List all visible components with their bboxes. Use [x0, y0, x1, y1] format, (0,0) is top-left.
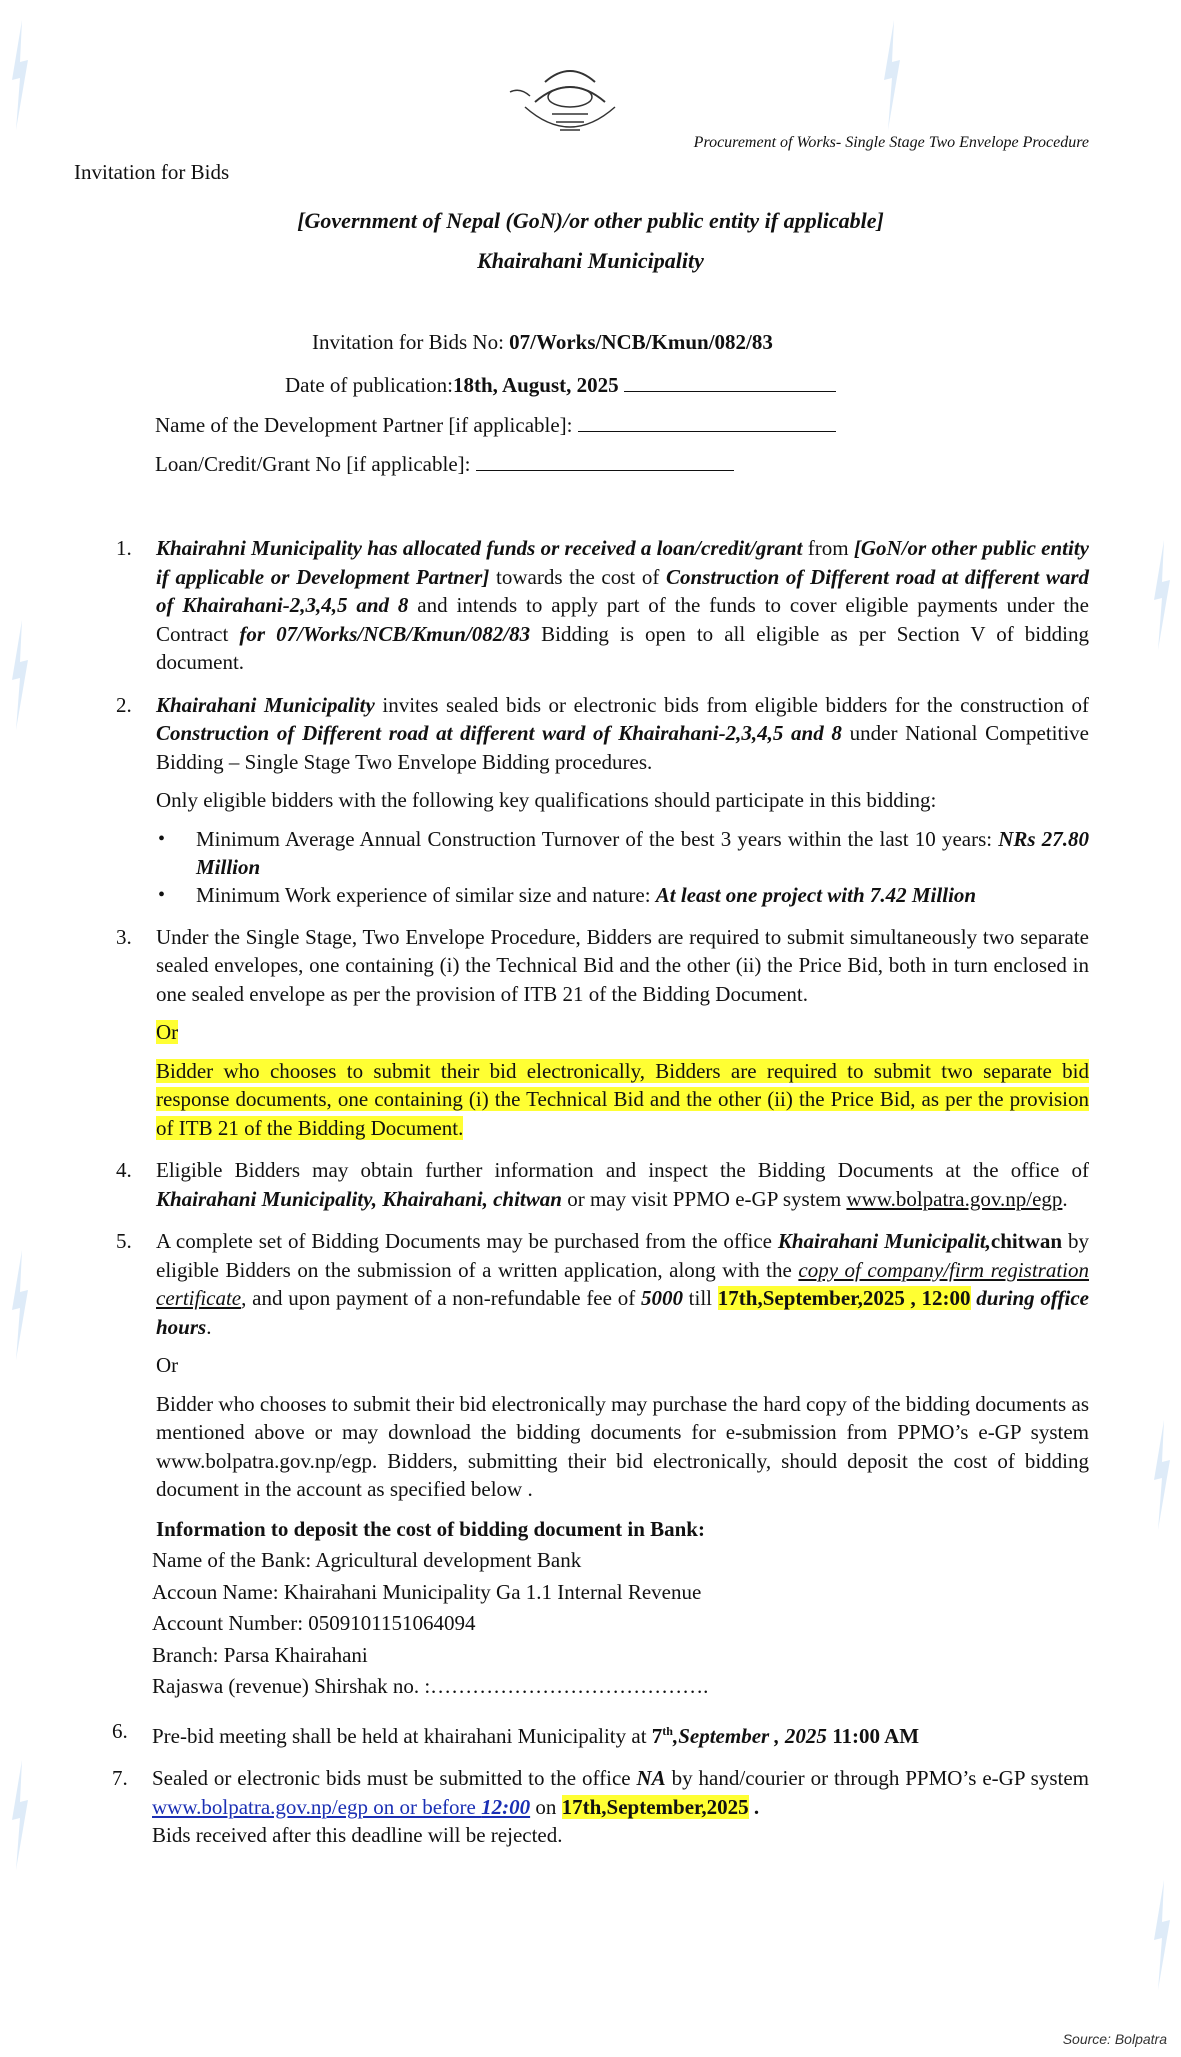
egp-link[interactable]: www.bolpatra.gov.np/egp on or before	[152, 1794, 482, 1819]
clause-6: 6. Pre-bid meeting shall be held at khairahani Municipality at 7th,September , 2025 11:00 AM	[112, 1718, 920, 1748]
account-number: Account Number: 0509101151064094	[152, 1611, 476, 1635]
or-separator: Or	[156, 1353, 179, 1377]
qualification-intro: Only eligible bidders with the following key qualifications should participate in this bidding:	[156, 788, 937, 812]
government-line: [Government of Nepal (GoN)/or other public entity if applicable]	[297, 208, 884, 233]
watermark-arrow-icon	[1150, 540, 1172, 650]
list-item: • Minimum Average Annual Construction Turnover of the best 3 years within the last 10 years: NRs 27.80 Million	[156, 825, 1089, 881]
blank-line	[624, 373, 836, 392]
clause-4: 4. Eligible Bidders may obtain further information and inspect the Bidding Documents at the office of Khairahani Municipality, Khairahani, chitwan or may visit PPMO e-GP system www.bolpatra.gov.np/egp.	[116, 1158, 1089, 1211]
watermark-arrow-icon	[880, 20, 902, 130]
loan-credit-grant: Loan/Credit/Grant No [if applicable]:	[155, 452, 734, 477]
municipality-seal-icon	[490, 52, 650, 144]
electronic-purchase-note: Bidder who chooses to submit their bid electronically may purchase the hard copy of the bidding documents as mentioned above or may download the bidding documents for e-submission from PPMO’s e-GP system www.bolpatra.gov.np/egp. Bidders, submitting their bid electronically, should deposit the cost of bidding document in the account as specified below .	[156, 1391, 1089, 1501]
watermark-arrow-icon	[1150, 1420, 1172, 1530]
procedure-caption: Procurement of Works- Single Stage Two Envelope Procedure	[693, 134, 1089, 151]
watermark-arrow-icon	[8, 1250, 30, 1360]
or-separator: Or	[156, 1020, 179, 1044]
revenue-heading-no: Rajaswa (revenue) Shirshak no. :………………………………….	[152, 1674, 709, 1698]
blank-line	[578, 413, 836, 432]
electronic-submission-note: Bidder who chooses to submit their bid electronically, Bidders are required to submit two separate bid response documents, one containing (i) the Technical Bid and the other (ii) the Price Bid, as per the provision of ITB 21 of the Bidding Document.	[156, 1058, 1089, 1140]
source-caption: Source: Bolpatra	[1062, 2031, 1167, 2047]
watermark-arrow-icon	[8, 620, 30, 730]
list-item: • Minimum Work experience of similar size and nature: At least one project with 7.42 Million	[156, 881, 1089, 909]
branch: Branch: Parsa Khairahani	[152, 1642, 368, 1667]
document-body	[74, 534, 1089, 1864]
clause-3: 3. Under the Single Stage, Two Envelope Procedure, Bidders are required to submit simultaneously two separate sealed envelopes, one containing (i) the Technical Bid and the other (ii) the Price Bid, both in turn enclosed in one sealed envelope as per the provision of ITB 21 of the Bidding Document. Or Bidder who chooses to submit their bid electronically, Bidders are required to submit two separate bid response documents, one containing (i) the Technical Bid and the other (ii) the Price Bid, as per the provision of ITB 21 of the Bidding Document.	[116, 924, 1089, 1140]
clause-5: 5. A complete set of Bidding Documents may be purchased from the office Khairahani Municipalit,chitwan by eligible Bidders on the submission of a written application, along with the copy of company/firm registration certificate, and upon payment of a non-refundable fee of 5000 till 17th,September,2025 , 12:00 during office hours. Or Bidder who chooses to submit their bid electronically may purchase the hard copy of the bidding documents as mentioned above or may download the bidding documents for e-submission from PPMO’s e-GP system www.bolpatra.gov.np/egp. Bidders, submitting their bid electronically, should deposit the cost of bidding document in the account as specified below . Information to deposit the cost of bidding document in Bank: Name of the Bank: Agricultural development Bank Accoun Name: Khairahani Municipality Ga 1.1 Internal Revenue Account Number: 0509101151064094 Branch: Parsa Khairahani Rajaswa (revenue) Shirshak no. :………………………………….	[74, 1227, 1089, 1703]
egp-link[interactable]: www.bolpatra.gov.np/egp	[846, 1186, 1063, 1211]
ifb-number: Invitation for Bids No: 07/Works/NCB/Kmun/082/83	[312, 330, 773, 354]
bank-info-title: Information to deposit the cost of bidding document in Bank:	[156, 1516, 705, 1541]
clause-7: 7. Sealed or electronic bids must be submitted to the office NA by hand/courier or through PPMO’s e-GP system www.bolpatra.gov.np/egp on or before 12:00 on 17th,September,2025 . Bids received after this deadline will be rejected.	[112, 1766, 1089, 1847]
bank-info	[152, 1514, 1089, 1703]
municipality-title: Khairahani Municipality	[477, 248, 704, 273]
account-name: Accoun Name: Khairahani Municipality Ga 1.1 Internal Revenue	[152, 1579, 702, 1604]
watermark-arrow-icon	[1150, 1880, 1172, 1990]
blank-line	[476, 452, 734, 471]
watermark-arrow-icon	[8, 1760, 30, 1870]
development-partner: Name of the Development Partner [if applicable]:	[155, 413, 836, 438]
clause-1: 1. Khairahni Municipality has allocated funds or received a loan/credit/grant from [GoN/or other public entity if applicable or Development Partner] towards the cost of Construction of Different road at different ward of Khairahani-2,3,4,5 and 8 and intends to apply part of the funds to cover eligible payments under the Contract for 07/Works/NCB/Kmun/082/83 Bidding is open to all eligible as per Section V of bidding document.	[116, 536, 1089, 674]
watermark-arrow-icon	[8, 20, 30, 130]
bank-name: Name of the Bank: Agricultural development Bank	[152, 1548, 582, 1572]
qualification-list	[156, 825, 1089, 909]
document-label: Invitation for Bids	[74, 160, 230, 184]
publication-date: Date of publication:18th, August, 2025	[285, 373, 836, 398]
clause-2: 2. Khairahani Municipality invites sealed bids or electronic bids from eligible bidders for the construction of Construction of Different road at different ward of Khairahani-2,3,4,5 and 8 under National Competitive Bidding – Single Stage Two Envelope Bidding procedures. Only eligible bidders with the following key qualifications should participate in this bidding: • Minimum Average Annual Construction Turnover of the best 3 years within the last 10 years: NRs 27.80 Million • Minimum Work experience of similar size and nature: At least one project with 7.42 Million	[74, 691, 1089, 909]
